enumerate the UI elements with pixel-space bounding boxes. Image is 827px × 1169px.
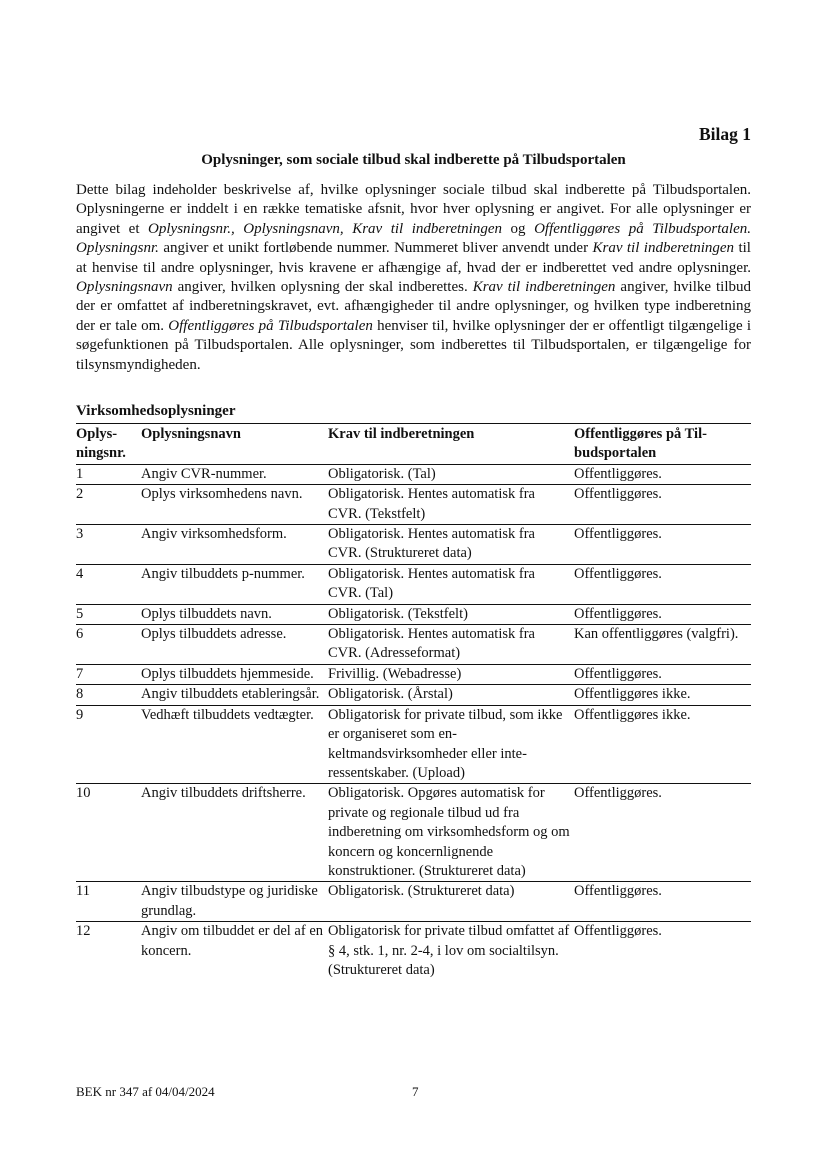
cell-name: Vedhæft tilbuddets vedtægter. bbox=[141, 705, 328, 784]
cell-number: 7 bbox=[76, 664, 141, 684]
cell-name: Angiv virksomhedsform. bbox=[141, 525, 328, 565]
cell-number: 11 bbox=[76, 882, 141, 922]
page-number: 7 bbox=[412, 1084, 419, 1099]
intro-text: angiver et unikt fortløbende nummer. Nummeret bliver anvendt under bbox=[158, 240, 593, 257]
cell-requirement: Obligatorisk. Hentes automatisk fra CVR. (Struktureret data) bbox=[328, 525, 574, 565]
cell-published: Offentliggøres. bbox=[574, 882, 751, 922]
intro-term: Offentliggøres på Tilbudsportalen bbox=[168, 317, 373, 334]
cell-requirement: Obligatorisk. (Tekstfelt) bbox=[328, 604, 574, 624]
section-title: Virksomhedsoplysninger bbox=[76, 403, 236, 419]
cell-name: Oplys tilbuddets adresse. bbox=[141, 625, 328, 665]
cell-requirement: Obligatorisk for private tilbud, som ikke er organiseret som enkeltmandsvirksomheder eller interessentskaber. (Upload) bbox=[328, 705, 574, 784]
table-row bbox=[76, 604, 751, 624]
cell-published: Offentliggøres ikke. bbox=[574, 705, 751, 784]
header-name: Oplysningsnavn bbox=[141, 424, 328, 465]
table-row bbox=[76, 882, 751, 922]
cell-published: Kan offentliggøres (valgfri). bbox=[574, 625, 751, 665]
cell-number: 4 bbox=[76, 564, 141, 604]
cell-requirement: Obligatorisk. (Årstal) bbox=[328, 685, 574, 705]
intro-term: Oplysningsnr. bbox=[76, 240, 159, 257]
intro-text: angiver, hvilke tilbud der er omfattet af indberetningskravet, evt. afhængigheder til andre oplysninger, og hvilken type indberetning der er tale om. bbox=[76, 279, 752, 334]
cell-name: Angiv tilbuddets etableringsår. bbox=[141, 685, 328, 705]
cell-number: 12 bbox=[76, 923, 91, 940]
cell-number: 10 bbox=[76, 784, 141, 882]
table-row bbox=[76, 625, 751, 665]
table-row bbox=[76, 705, 751, 784]
intro-text: henviser til, hvilke oplysninger der er offentligt tilgængelige i søgefunktionen på Tilbudsportalen. Alle oplysninger, som indberettes til Tilbudsportalen, er tilgængelige for tilsynsmyndigheden. bbox=[76, 317, 751, 373]
information-table bbox=[76, 423, 751, 980]
cell-requirement: Obligatorisk. Hentes automatisk fra CVR. (Adresseformat) bbox=[328, 625, 574, 665]
header-number: Oplysningsnr. bbox=[76, 424, 141, 465]
table-row bbox=[76, 664, 751, 684]
cell-requirement: Obligatorisk. (Tal) bbox=[328, 464, 574, 484]
intro-paragraph bbox=[76, 181, 751, 375]
cell-published: Offentliggøres. bbox=[574, 784, 751, 882]
table-row bbox=[76, 685, 751, 705]
intro-text: angiver, hvilken oplysning der skal indberettes. bbox=[172, 279, 473, 296]
cell-name: Oplys tilbuddets navn. bbox=[141, 604, 328, 624]
table-row bbox=[76, 464, 751, 484]
intro-text: til at henvise til andre oplysninger, hvis kravene er afhængige af, hvad der er indberettet ved andre oplysninger. bbox=[76, 240, 751, 276]
cell-name: Angiv tilbuddets driftsherre. bbox=[141, 784, 328, 882]
cell-requirement: Frivillig. (Webadresse) bbox=[328, 664, 574, 684]
cell-number: 8 bbox=[76, 685, 141, 705]
intro-term: Krav til indberetningen bbox=[472, 279, 616, 296]
cell-name: Angiv tilbudstype og juridiske grundlag. bbox=[141, 882, 328, 922]
cell-name: Angiv tilbuddets p-nummer. bbox=[141, 564, 328, 604]
cell-published: Offentliggøres ikke. bbox=[574, 685, 751, 705]
document-page bbox=[76, 0, 751, 1169]
cell-published: Offentliggøres. bbox=[574, 564, 751, 604]
cell-requirement: Obligatorisk. (Struktureret data) bbox=[328, 882, 574, 922]
table-row bbox=[76, 564, 751, 604]
cell-name: Angiv om tilbuddet er del af en koncern. bbox=[141, 923, 324, 959]
intro-term: Krav til indberetningen bbox=[592, 240, 735, 257]
cell-number: 6 bbox=[76, 625, 141, 665]
intro-term: Oplysningsnr., Oplysningsnavn, Krav til indberetningen bbox=[148, 220, 503, 237]
annex-label: Bilag 1 bbox=[698, 124, 751, 144]
cell-name: Angiv CVR-nummer. bbox=[141, 464, 328, 484]
table-row bbox=[76, 485, 751, 525]
cell-published: Offentliggøres. bbox=[574, 525, 751, 565]
cell-published: Offentliggøres. bbox=[574, 604, 751, 624]
cell-requirement: Obligatorisk. Opgøres automatisk for private og regionale tilbud ud fra indberetning om virksomhedsform og om koncern og koncernlignende konstruktioner. (Struktureret data) bbox=[328, 784, 574, 882]
cell-requirement: Obligatorisk. Hentes automatisk fra CVR. (Tekstfelt) bbox=[328, 485, 574, 525]
cell-name: Oplys virksomhedens navn. bbox=[141, 485, 328, 525]
table-header-row bbox=[76, 424, 751, 465]
cell-number: 3 bbox=[76, 525, 141, 565]
cell-number: 9 bbox=[76, 705, 141, 784]
cell-requirement: Obligatorisk. Hentes automatisk fra CVR. (Tal) bbox=[328, 564, 574, 604]
intro-term: Offentliggøres på Tilbudsportalen. bbox=[534, 220, 752, 237]
header-requirement: Krav til indberetningen bbox=[328, 424, 574, 465]
cell-published: Offentliggøres. bbox=[574, 664, 751, 684]
cell-published: Offentliggøres. bbox=[574, 464, 751, 484]
table-row bbox=[76, 525, 751, 565]
cell-name: Oplys tilbuddets hjemmeside. bbox=[141, 664, 328, 684]
intro-term: Oplysningsnavn bbox=[76, 279, 173, 296]
cell-published: Offentliggøres. bbox=[574, 923, 662, 940]
intro-text: og bbox=[502, 220, 535, 237]
footer-reference: BEK nr 347 af 04/04/2024 bbox=[76, 1084, 215, 1099]
cell-published: Offentliggøres. bbox=[574, 485, 751, 525]
cell-number: 5 bbox=[76, 604, 141, 624]
document-heading: Oplysninger, som sociale tilbud skal indberette på Tilbudsportalen bbox=[201, 152, 626, 168]
cell-requirement: Obligatorisk for private tilbud omfattet af § 4, stk. 1, nr. 2-4, i lov om socialtilsyn. (Struktureret data) bbox=[328, 923, 570, 978]
cell-number: 2 bbox=[76, 485, 141, 525]
header-published: Offentliggøres på Tilbudsportalen bbox=[574, 424, 751, 465]
cell-number: 1 bbox=[76, 464, 141, 484]
intro-text: Dette bilag indeholder beskrivelse af, hvilke oplysninger sociale tilbud skal indberette på Tilbudsportalen. Oplysningerne er inddelt i en række tematiske afsnit, hvor hver oplysning er angivet. For alle oplysninger er angivet et bbox=[76, 182, 751, 237]
table-row bbox=[76, 922, 751, 981]
table-row bbox=[76, 784, 751, 882]
